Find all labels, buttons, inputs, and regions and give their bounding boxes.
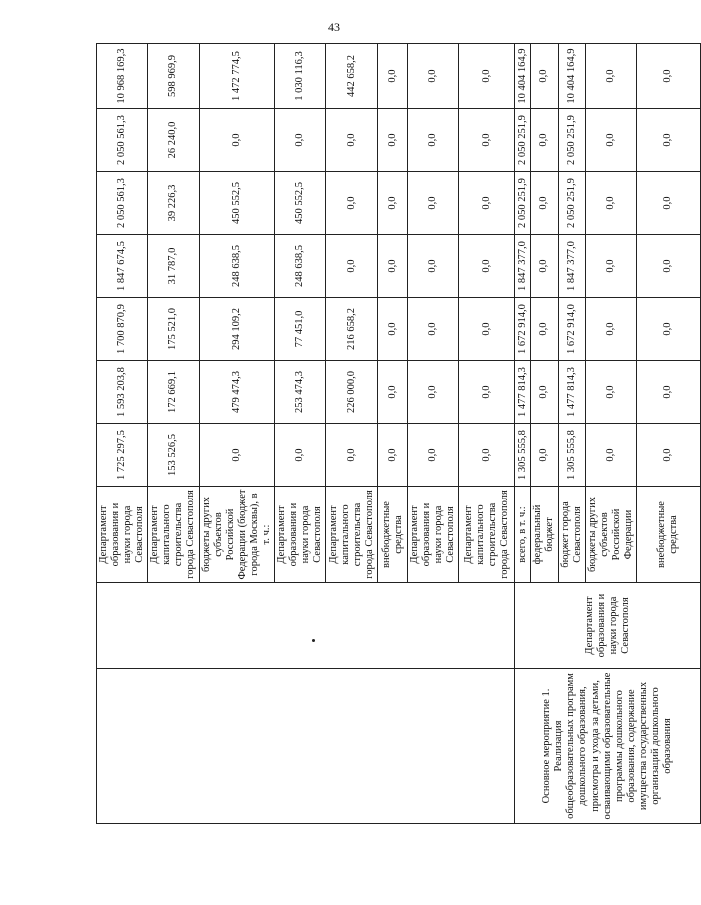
value-cell: 1 847 377,0 xyxy=(515,235,531,298)
value-cell: 0,0 xyxy=(408,235,459,298)
value-cell: 0,0 xyxy=(274,109,325,172)
value-cell: 0,0 xyxy=(408,109,459,172)
value-cell: 1 725 297,5 xyxy=(97,424,148,487)
value-cell: 0,0 xyxy=(585,298,636,361)
value-cell: 2 050 251,9 xyxy=(515,172,531,235)
table-row xyxy=(515,44,531,824)
value-cell: 248 638,5 xyxy=(199,235,274,298)
value-cell: 0,0 xyxy=(531,361,558,424)
value-cell: 2 050 561,3 xyxy=(97,172,148,235)
value-cell: 0,0 xyxy=(459,235,515,298)
value-cell: 248 638,5 xyxy=(274,235,325,298)
value-cell: 0,0 xyxy=(636,172,700,235)
value-cell: 1 477 814,3 xyxy=(558,361,585,424)
value-cell: 0,0 xyxy=(326,424,378,487)
value-cell: 0,0 xyxy=(459,172,515,235)
value-cell: 0,0 xyxy=(459,298,515,361)
value-cell: 1 593 203,8 xyxy=(97,361,148,424)
value-cell: 0,0 xyxy=(378,44,408,109)
value-cell: 0,0 xyxy=(199,109,274,172)
value-cell: 0,0 xyxy=(378,109,408,172)
measure-cell-empty xyxy=(97,669,515,824)
executor-cell xyxy=(97,583,515,669)
value-cell: 31 787,0 xyxy=(148,235,199,298)
rotated-table xyxy=(96,44,680,824)
source-label: бюджет города Севастополя xyxy=(558,487,585,583)
value-cell: 0,0 xyxy=(585,361,636,424)
funding-table xyxy=(96,43,701,824)
value-cell: 0,0 xyxy=(378,172,408,235)
value-cell: 0,0 xyxy=(378,361,408,424)
value-cell: 0,0 xyxy=(531,44,558,109)
value-cell: 226 000,0 xyxy=(326,361,378,424)
value-cell: 479 474,3 xyxy=(199,361,274,424)
value-cell: 0,0 xyxy=(326,109,378,172)
value-cell: 1 672 914,0 xyxy=(558,298,585,361)
value-cell: 0,0 xyxy=(585,424,636,487)
value-cell: 1 847 377,0 xyxy=(558,235,585,298)
value-cell: 0,0 xyxy=(326,172,378,235)
value-cell: 0,0 xyxy=(408,172,459,235)
value-cell: 1 305 555,8 xyxy=(558,424,585,487)
value-cell: 0,0 xyxy=(459,424,515,487)
value-cell: 2 050 251,9 xyxy=(558,172,585,235)
value-cell: 0,0 xyxy=(585,109,636,172)
executor-cell: Департамент образования и науки города Севастополя xyxy=(515,583,701,669)
value-cell: 39 226,3 xyxy=(148,172,199,235)
value-cell: 0,0 xyxy=(459,109,515,172)
value-cell: 10 968 169,3 xyxy=(97,44,148,109)
value-cell: 26 240,0 xyxy=(148,109,199,172)
value-cell: 1 030 116,3 xyxy=(274,44,325,109)
value-cell: 0,0 xyxy=(459,44,515,109)
value-cell: 216 658,2 xyxy=(326,298,378,361)
value-cell: 2 050 251,9 xyxy=(558,109,585,172)
value-cell: 0,0 xyxy=(585,172,636,235)
source-label: Департамент капитального строительства города Севастополя xyxy=(459,487,515,583)
value-cell: 0,0 xyxy=(531,298,558,361)
value-cell: 2 050 561,3 xyxy=(97,109,148,172)
page-number: 43 xyxy=(328,20,340,34)
value-cell: 0,0 xyxy=(408,424,459,487)
value-cell: 175 521,0 xyxy=(148,298,199,361)
source-label: Департамент образования и науки города Севастополя xyxy=(97,487,148,583)
value-cell: 0,0 xyxy=(378,424,408,487)
value-cell: 0,0 xyxy=(459,361,515,424)
value-cell: 1 847 674,5 xyxy=(97,235,148,298)
value-cell: 0,0 xyxy=(531,424,558,487)
value-cell: 1 700 870,9 xyxy=(97,298,148,361)
value-cell: 0,0 xyxy=(531,172,558,235)
value-cell: 0,0 xyxy=(636,44,700,109)
value-cell: 0,0 xyxy=(378,298,408,361)
value-cell: 0,0 xyxy=(378,235,408,298)
source-label: Департамент образования и науки города Севастополя xyxy=(274,487,325,583)
value-cell: 598 969,9 xyxy=(148,44,199,109)
value-cell: 1 672 914,0 xyxy=(515,298,531,361)
value-cell: 0,0 xyxy=(408,44,459,109)
source-label: внебюджетные средства xyxy=(378,487,408,583)
value-cell: 0,0 xyxy=(531,109,558,172)
source-label: Департамент капитального строительства города Севастополя xyxy=(326,487,378,583)
table-row xyxy=(97,44,148,824)
value-cell: 10 404 164,9 xyxy=(515,44,531,109)
value-cell: 0,0 xyxy=(585,235,636,298)
value-cell: 0,0 xyxy=(636,235,700,298)
value-cell: 0,0 xyxy=(408,361,459,424)
value-cell: 294 109,2 xyxy=(199,298,274,361)
value-cell: 0,0 xyxy=(274,424,325,487)
value-cell: 450 552,5 xyxy=(199,172,274,235)
value-cell: 0,0 xyxy=(199,424,274,487)
value-cell: 77 451,0 xyxy=(274,298,325,361)
value-cell: 0,0 xyxy=(326,235,378,298)
value-cell: 0,0 xyxy=(531,235,558,298)
source-label: всего, в т. ч.: xyxy=(515,487,531,583)
measure-cell: Основное мероприятие 1. Реализация общеобразовательных программ дошкольного образования, присмотра и ухода за детьми, осваивающими образовательные программы дошкольного образования, содержание имущества государственных организаций дошкольного образования xyxy=(515,669,701,824)
source-label: бюджеты других субъектов Российской Федерации xyxy=(585,487,636,583)
source-label: бюджеты других субъектов Российской Федерации (бюджет города Москвы), в т. ч.: xyxy=(199,487,274,583)
value-cell: 0,0 xyxy=(636,298,700,361)
source-label: Департамент образования и науки города Севастополя xyxy=(408,487,459,583)
source-label: внебюджетные средства xyxy=(636,487,700,583)
value-cell: 0,0 xyxy=(636,424,700,487)
value-cell: 450 552,5 xyxy=(274,172,325,235)
value-cell: 0,0 xyxy=(636,361,700,424)
source-label: Департамент капитального строительства города Севастополя xyxy=(148,487,199,583)
value-cell: 253 474,3 xyxy=(274,361,325,424)
value-cell: 1 305 555,8 xyxy=(515,424,531,487)
value-cell: 0,0 xyxy=(408,298,459,361)
value-cell: 1 472 774,5 xyxy=(199,44,274,109)
value-cell: 172 669,1 xyxy=(148,361,199,424)
value-cell: 1 477 814,3 xyxy=(515,361,531,424)
source-label: федеральный бюджет xyxy=(531,487,558,583)
value-cell: 442 658,2 xyxy=(326,44,378,109)
value-cell: 0,0 xyxy=(585,44,636,109)
value-cell: 10 404 164,9 xyxy=(558,44,585,109)
value-cell: 153 526,5 xyxy=(148,424,199,487)
rotated-table-container xyxy=(96,44,680,824)
value-cell: 0,0 xyxy=(636,109,700,172)
value-cell: 2 050 251,9 xyxy=(515,109,531,172)
